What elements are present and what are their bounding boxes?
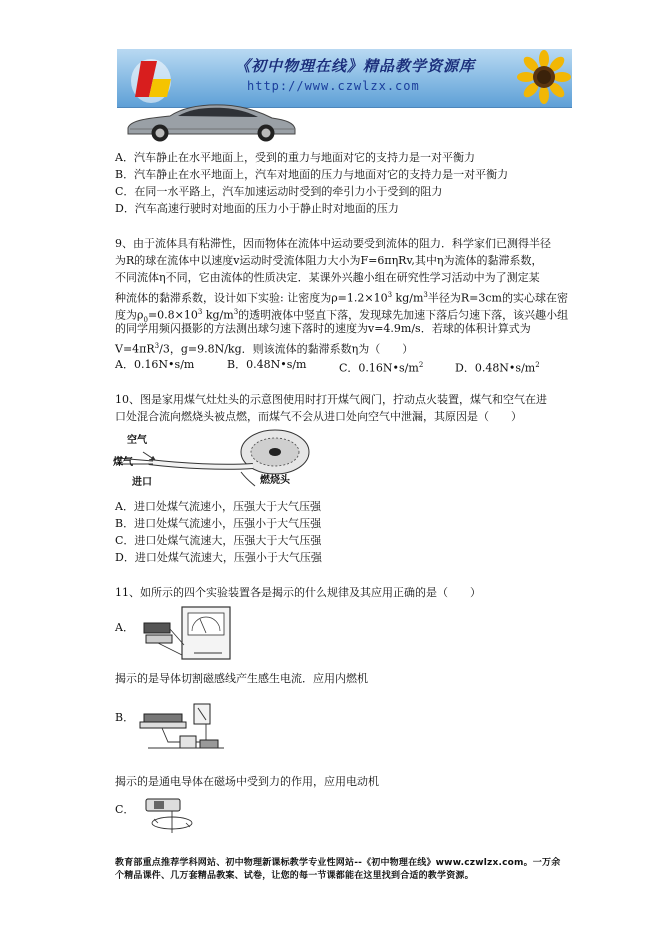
q8-option-c: C．在同一水平路上，汽车加速运动时受到的牵引力小于受到的阻力	[115, 185, 443, 198]
q9-line-2: 为R的球在流体中以速度v运动时受流体阻力大小为F=6πηRv,其中η为流体的黏滞系数，	[115, 254, 543, 267]
footer-line-2: 个精品课件、几万套精品教案、试卷，让您的每一节课都能在这里找到合适的教学资源。	[115, 871, 474, 881]
q11-option-b-text: 揭示的是通电导体在磁场中受到力的作用，应用电动机	[115, 775, 379, 788]
q9-line-1: 9、由于流体具有粘滞性，因而物体在流体中运动要受到流体的阻力．科学家们已测得半径	[115, 237, 551, 250]
sunflower-icon	[509, 49, 572, 107]
experiment-a-diagram	[138, 605, 248, 665]
q8-option-d: D．汽车高速行驶时对地面的压力小于静止时对地面的压力	[115, 202, 399, 215]
footer-line-1: 教育部重点推荐学科网站、初中物理新课标教学专业性网站--《初中物理在线》www.czwlzx.com。一万余	[115, 858, 561, 868]
q11-option-b-label: B．	[115, 711, 135, 724]
label-gas: 煤气	[113, 457, 133, 468]
q9-option-c: C．$0.16N•s/m^2$	[339, 361, 424, 375]
q10-option-d: D．进口处煤气流速大，压强小于大气压强	[115, 551, 322, 564]
q9-line-5: 度为$\rho_0=0.8\times 10^3$ $kg/m^3$的透明液体中竖直下落，发现球先加速下落后匀速下落，该兴趣小组	[115, 308, 569, 324]
q8-option-a: A．汽车静止在水平地面上，受到的重力与地面对它的支持力是一对平衡力	[115, 151, 475, 164]
q10-line-1: 10、图是家用煤气灶灶头的示意图使用时打开煤气阀门，拧动点火装置，煤气和空气在进	[115, 393, 547, 406]
banner-url: http://www.czwlzx.com	[247, 79, 420, 93]
q10-option-c: C．进口处煤气流速大，压强大于大气压强	[115, 534, 322, 547]
q11-option-a-text: 揭示的是导体切割磁感线产生感生电流．应用内燃机	[115, 672, 368, 685]
q9-option-a: A．0.16N•s/m	[115, 358, 195, 371]
banner-title: 《初中物理在线》精品教学资源库	[235, 57, 476, 75]
q10-option-b: B．进口处煤气流速小，压强小于大气压强	[115, 517, 322, 530]
q11-option-a-label: A．	[115, 621, 134, 634]
q9-line-7: $V=4\pi R^3/3$，g=9.8N/kg．则该流体的黏滞系数η为（ ）	[115, 342, 414, 356]
q11-option-c-label: C．	[115, 803, 135, 816]
q9-option-b: B．0.48N•s/m	[227, 358, 307, 371]
q9-line-3: 不同流体η不同，它由流体的性质决定．某课外兴趣小组在研究性学习活动中为了测定某	[115, 271, 540, 284]
experiment-b-diagram	[128, 700, 238, 760]
q10-option-a: A．进口处煤气流速小，压强大于大气压强	[115, 500, 321, 513]
label-burner: 燃烧头	[260, 475, 290, 486]
label-inlet: 进口	[132, 477, 152, 488]
q8-option-b: B．汽车静止在水平地面上，汽车对地面的压力与地面对它的支持力是一对平衡力	[115, 168, 509, 181]
q10-line-2: 口处混合流向燃烧头被点燃，而煤气不会从进口处向空气中泄漏，其原因是（ ）	[115, 410, 522, 423]
car-image	[120, 98, 300, 142]
q9-line-4: 种流体的黏滞系数，设计如下实验: 让密度为$\rho=1.2\times 10^3$ $kg/m^3$半径为R=3cm的实心球在密	[115, 291, 568, 305]
q9-line-6: 的同学用频闪摄影的方法测出球匀速下落时的速度为v=4.9m/s．若球的体积计算式为	[115, 322, 531, 335]
q9-option-d: D．$0.48N•s/m^2$	[455, 361, 540, 375]
q11-stem: 11、如所示的四个实验装置各是揭示的什么规律及其应用正确的是（ ）	[115, 586, 481, 599]
label-air: 空气	[127, 435, 147, 446]
experiment-c-diagram	[138, 793, 218, 837]
